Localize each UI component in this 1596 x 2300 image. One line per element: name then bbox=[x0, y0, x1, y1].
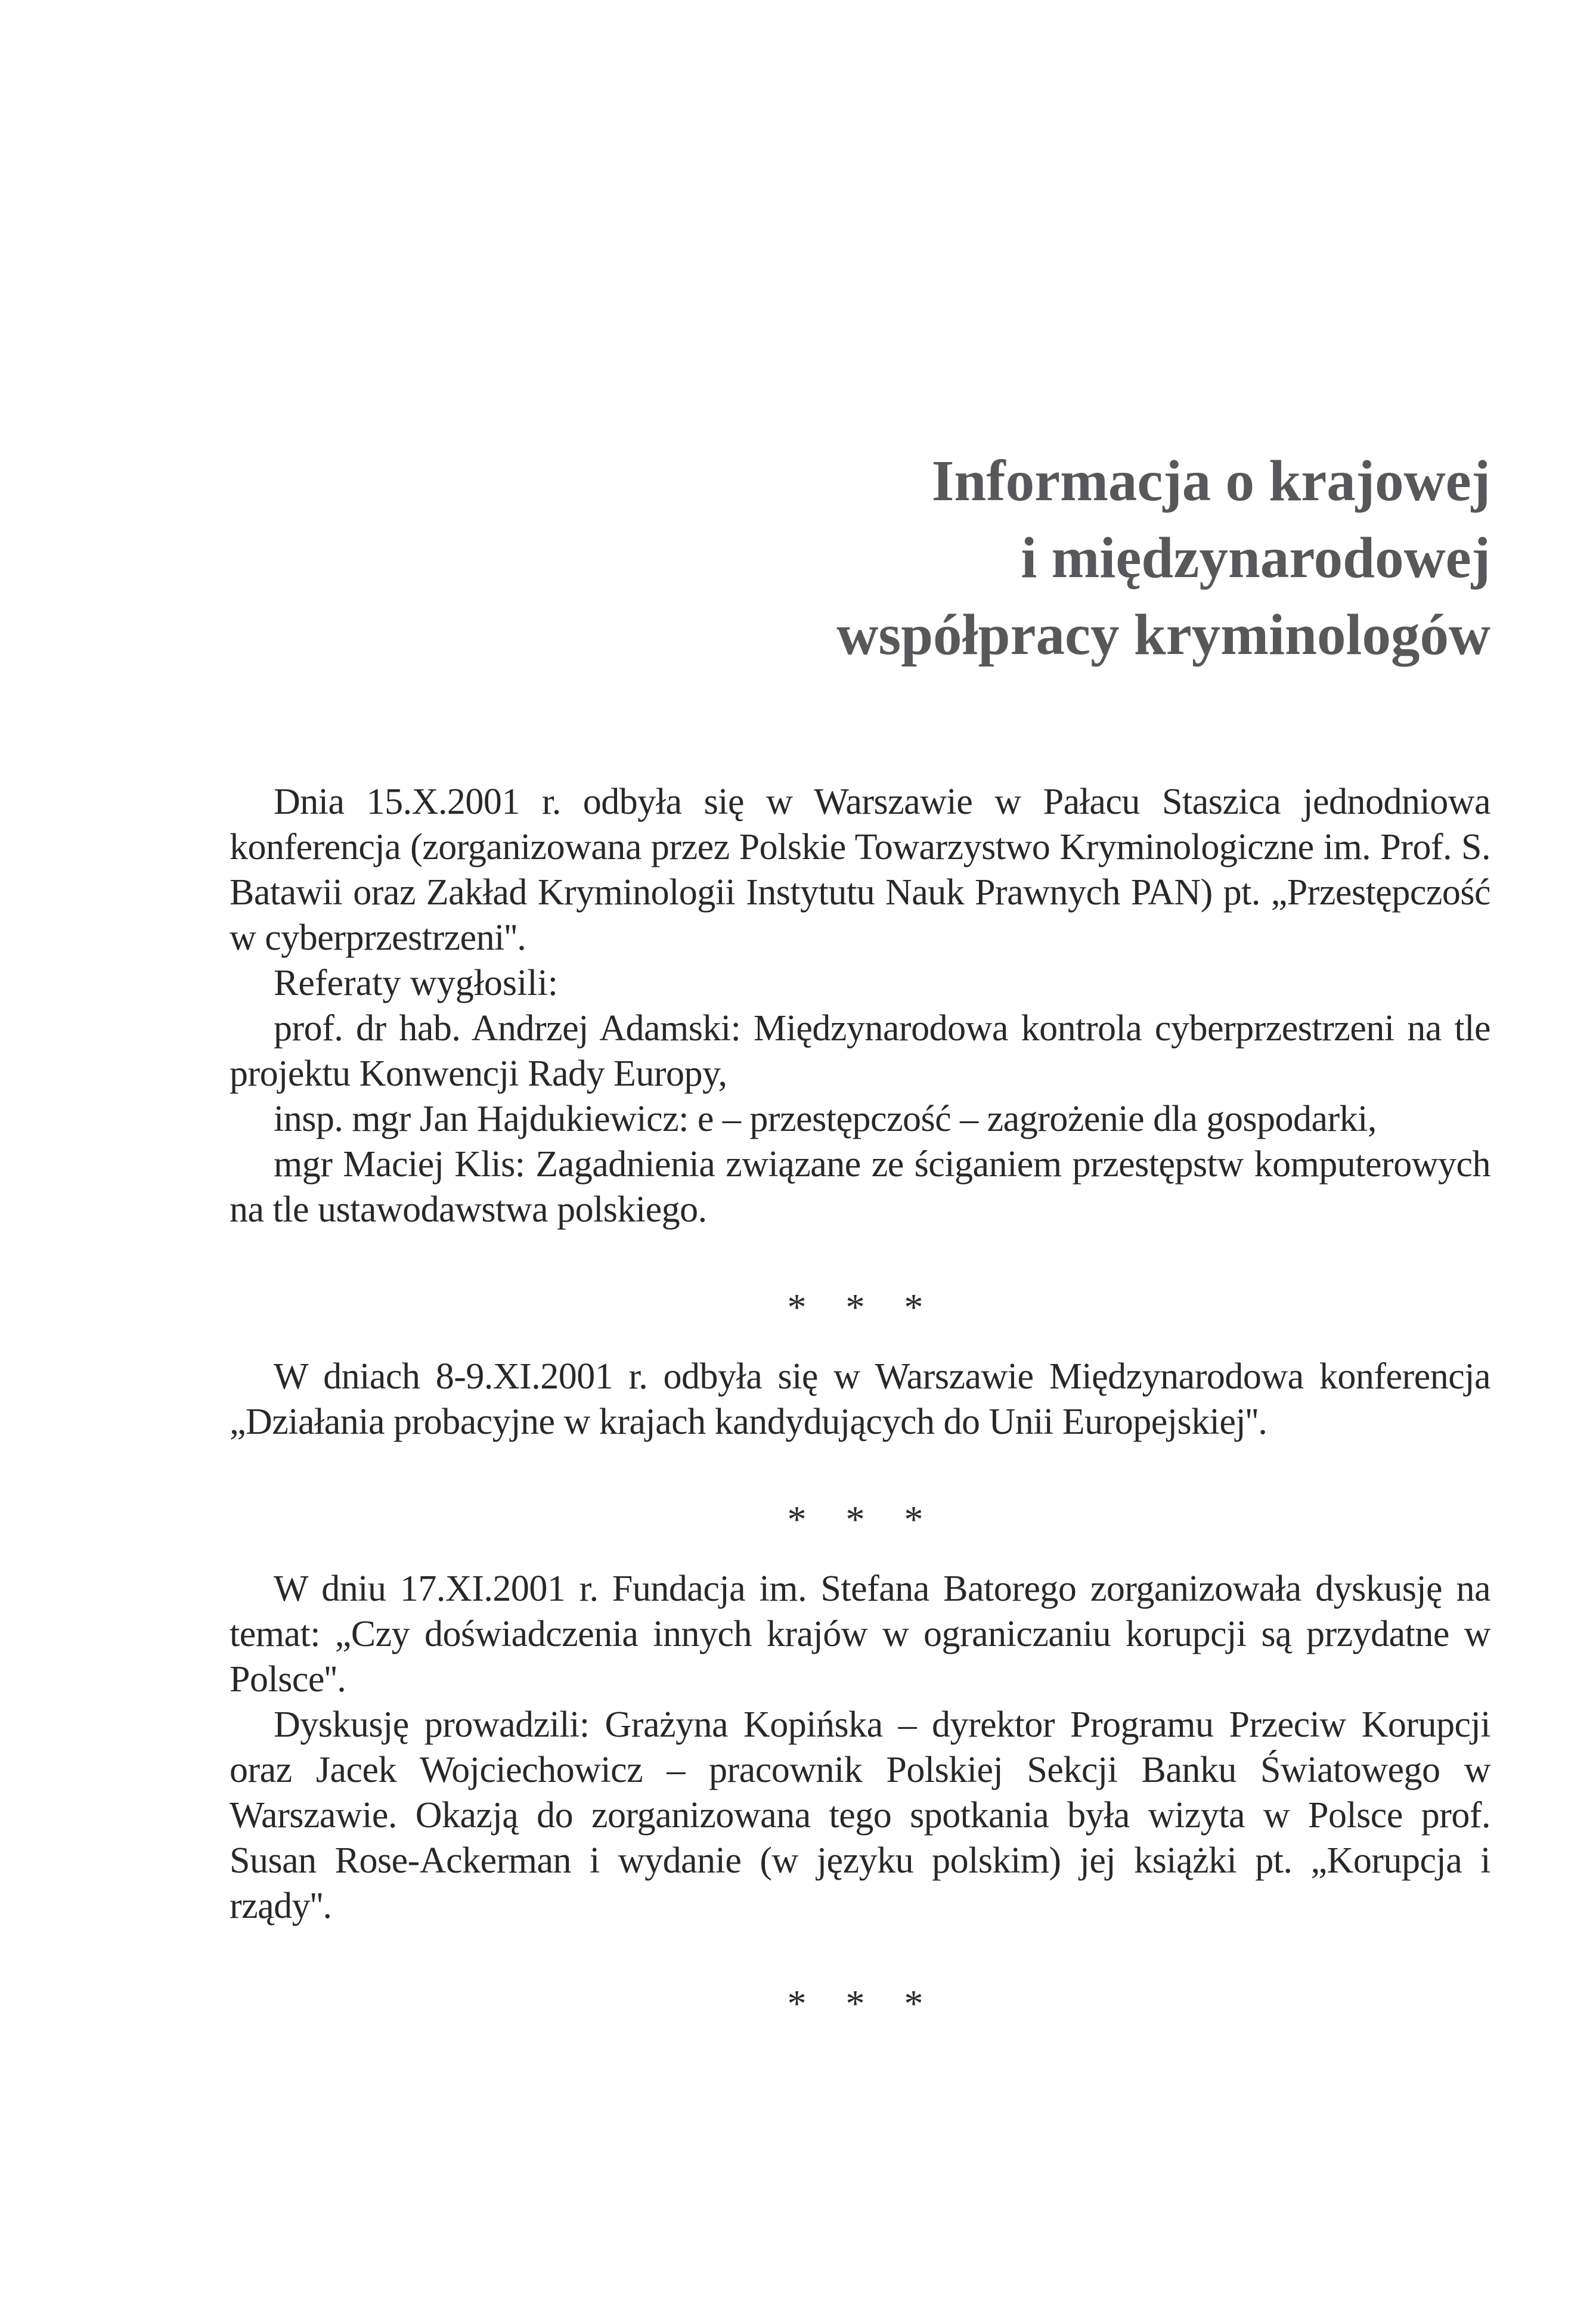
paragraph-conference-oct: Dnia 15.X.2001 r. odbyła się w Warszawie w Pałacu Staszica jednodniowa konferencja (zorganizowana przez Polskie Towarzystwo Kryminologiczne im. Prof. S. Batawii oraz Zakład Kryminologii Instytutu Nauk Prawnych PAN) pt. „Przestępczość w cyberprzestrzeni''. bbox=[230, 782, 1490, 958]
page-title-line: współpracy kryminologów bbox=[836, 603, 1490, 667]
paragraph-batory-topic: W dniu 17.XI.2001 r. Fundacja im. Stefana Batorego zorganizowała dyskusję na temat: „Czy doświadczenia innych krajów w ograniczaniu korupcji są przydatne w Polsce''. bbox=[230, 1569, 1490, 1700]
page-title bbox=[230, 442, 1490, 673]
referaty-heading: Referaty wygłosili: bbox=[274, 963, 558, 1003]
paragraph-conference-nov: W dniach 8-9.XI.2001 r. odbyła się w Warszawie Międzynarodowa konferencja „Działania probacyjne w krajach kandydujących do Unii Europejskiej''. bbox=[230, 1356, 1490, 1442]
referaty-item: insp. mgr Jan Hajdukiewicz: e – przestępczość – zagrożenie dla gospodarki, bbox=[274, 1099, 1377, 1139]
page-content bbox=[230, 0, 1490, 2050]
page-title-line: i międzynarodowej bbox=[1021, 526, 1490, 590]
section-separator: * * * bbox=[787, 1286, 933, 1328]
paragraph-batory-discussion: Dyskusję prowadzili: Grażyna Kopińska – dyrektor Programu Przeciw Korupcji oraz Jacek Wojciechowicz – pracownik Polskiej Sekcji Banku Światowego w Warszawie. Okazją do zorganizowana tego spotkania była wizyta w Polsce prof. Susan Rose-Ackerman i wydanie (w języku polskim) jej książki pt. „Korupcja i rządy''. bbox=[230, 1704, 1490, 1926]
page-title-line: Informacja o krajowej bbox=[931, 449, 1490, 513]
section-separator: * * * bbox=[787, 1982, 933, 2025]
referaty-item: prof. dr hab. Andrzej Adamski: Międzynarodowa kontrola cyberprzestrzeni na tle projektu Konwencji Rady Europy, bbox=[230, 1008, 1490, 1094]
referaty-item: mgr Maciej Klis: Zagadnienia związane ze ściganiem przestępstw komputerowych na tle ustawodawstwa polskiego. bbox=[230, 1144, 1490, 1230]
section-separator: * * * bbox=[787, 1498, 933, 1540]
